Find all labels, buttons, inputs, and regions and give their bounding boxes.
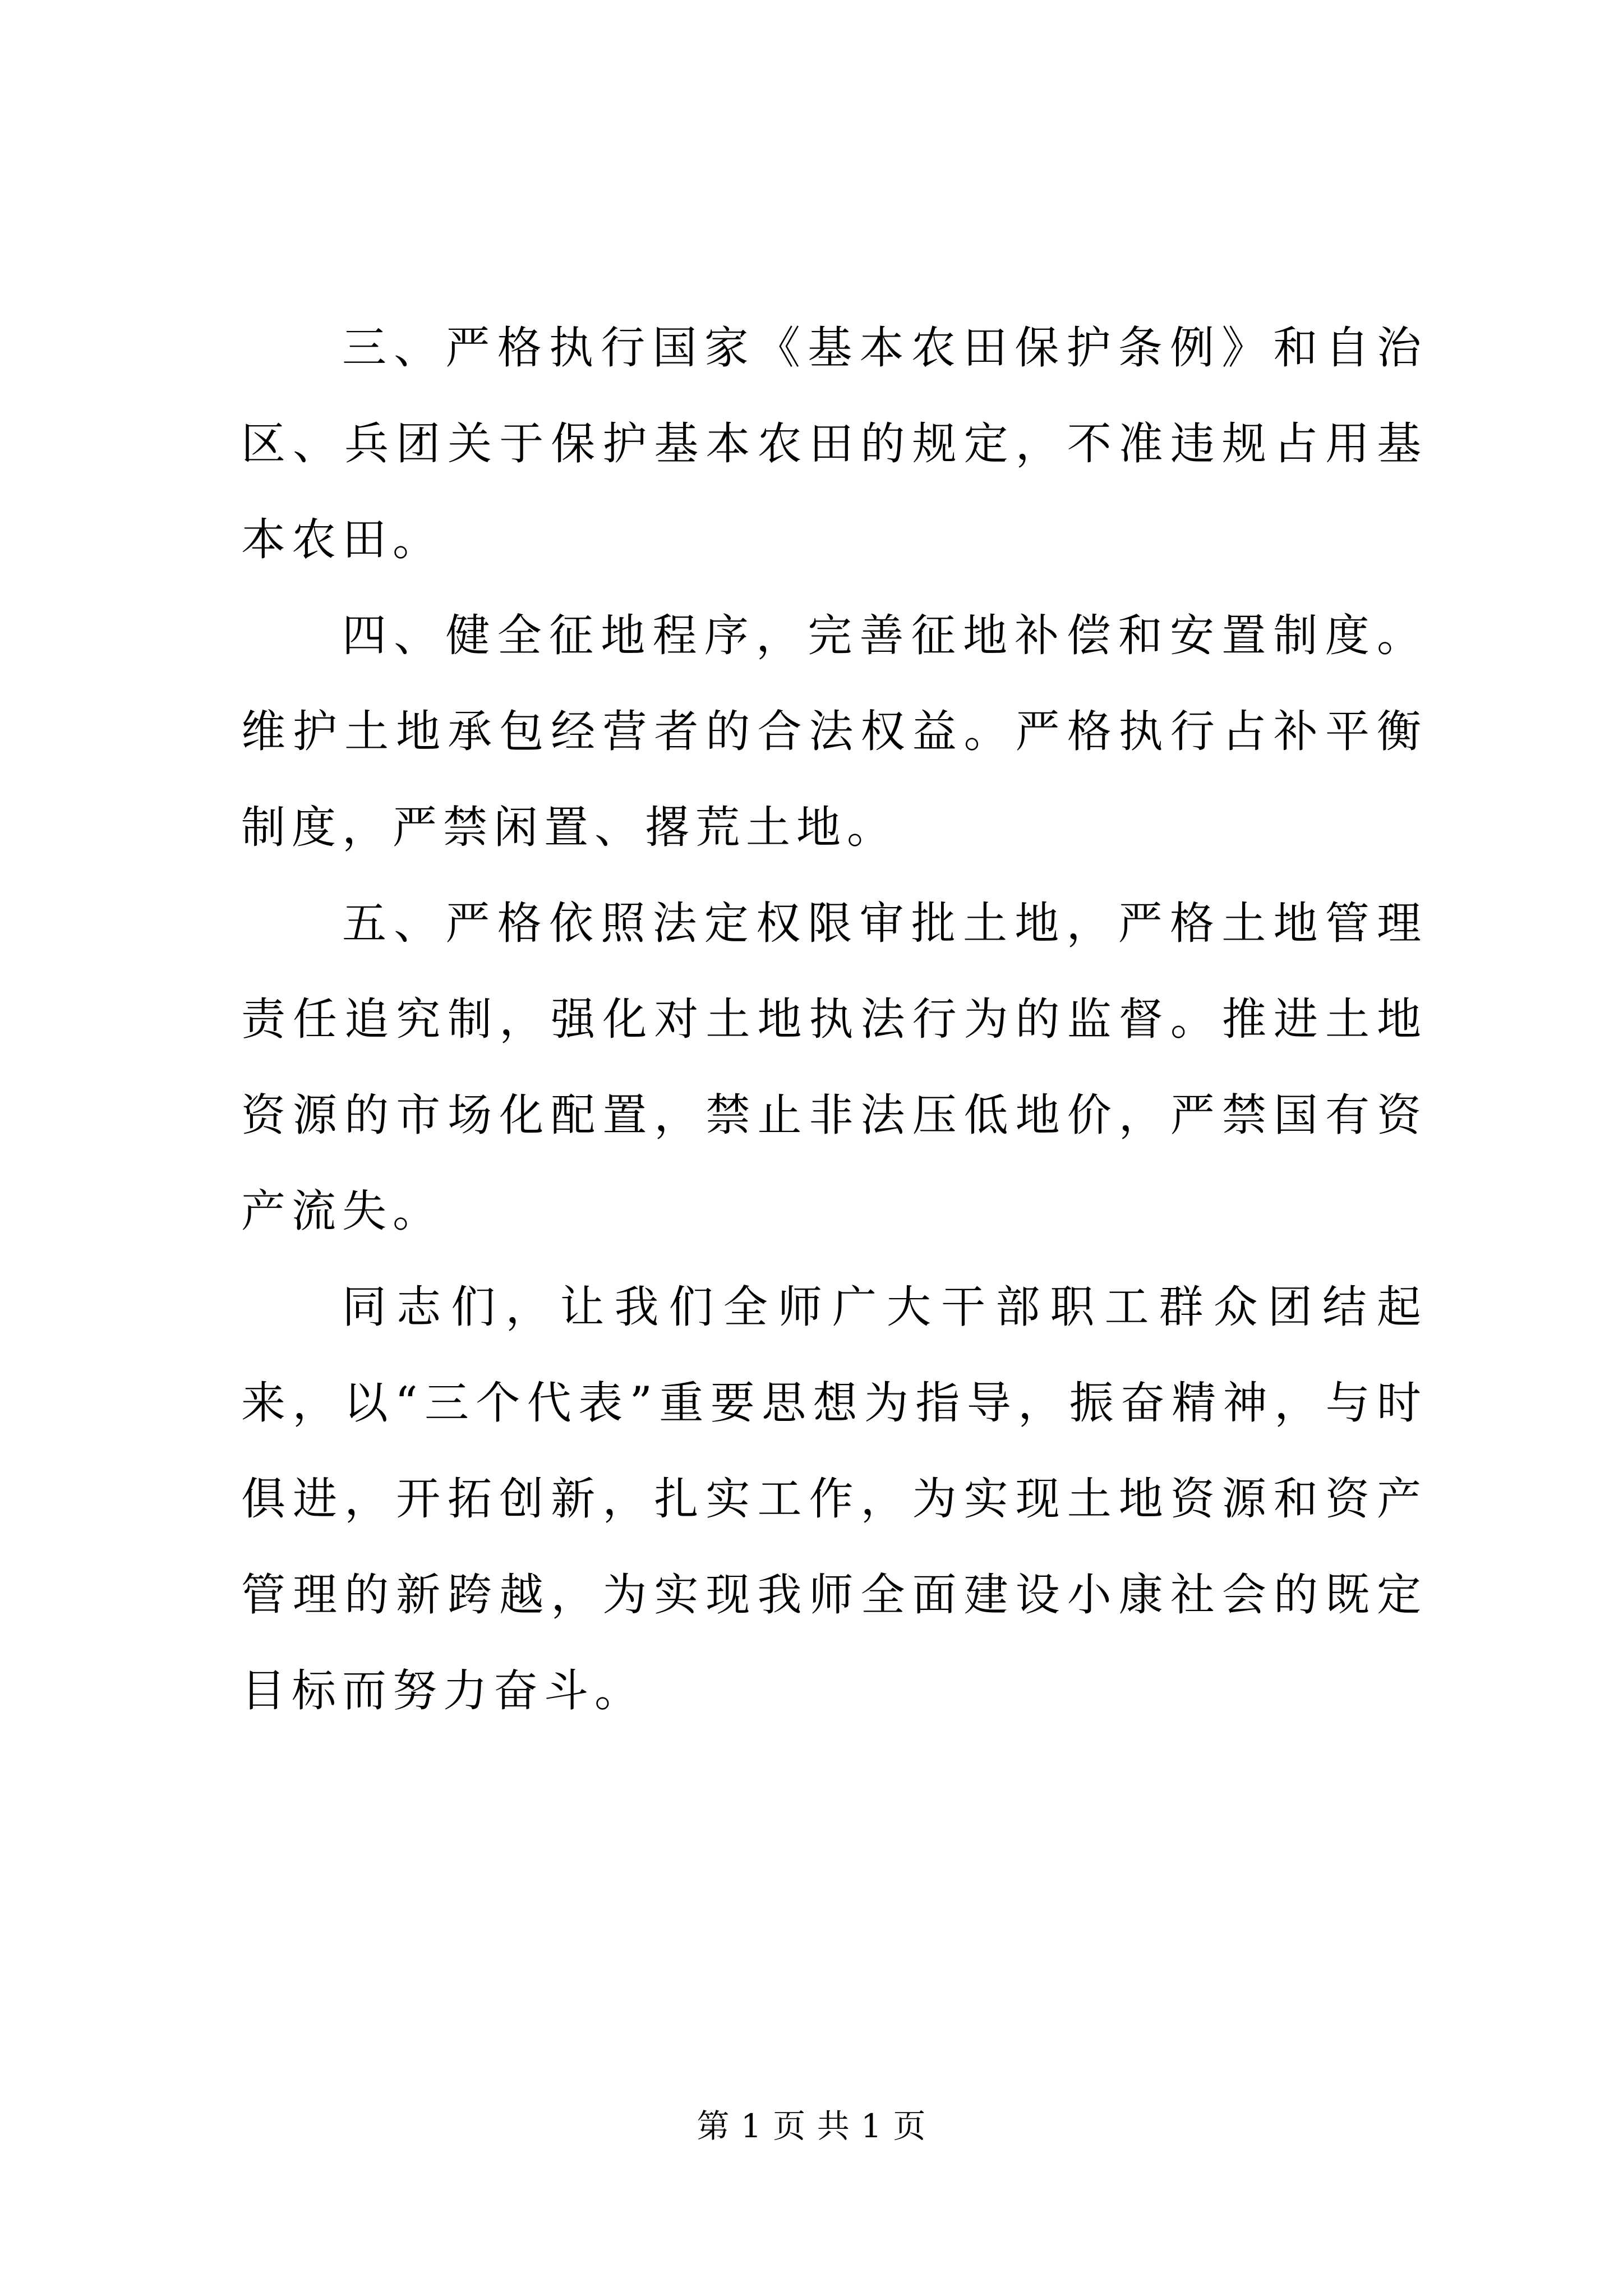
paragraph-closing: 同志们，让我们全师广大干部职工群众团结起来，以“三个代表”重要思想为指导，振奋精神，与时俱进，开拓创新，扎实工作，为实现土地资源和资产管理的新跨越，为实现我师全面建设小康社会的既定目标而努力奋斗。 [241, 1281, 1427, 1717]
paragraph-clause-4: 四、健全征地程序，完善征地补偿和安置制度。维护土地承包经营者的合法权益。严格执行占补平衡制度，严禁闲置、撂荒土地。 [241, 610, 1427, 853]
document-body [241, 300, 1427, 1739]
paragraph-clause-5: 五、严格依照法定权限审批土地，严格土地管理责任追究制，强化对土地执法行为的监督。推进土地资源的市场化配置，禁止非法压低地价，严禁国有资产流失。 [241, 898, 1427, 1237]
paragraph-clause-3: 三、严格执行国家《基本农田保护条例》和自治区、兵团关于保护基本农田的规定，不准违规占用基本农田。 [241, 322, 1427, 565]
page-number-footer: 第 1 页 共 1 页 [697, 2107, 926, 2145]
